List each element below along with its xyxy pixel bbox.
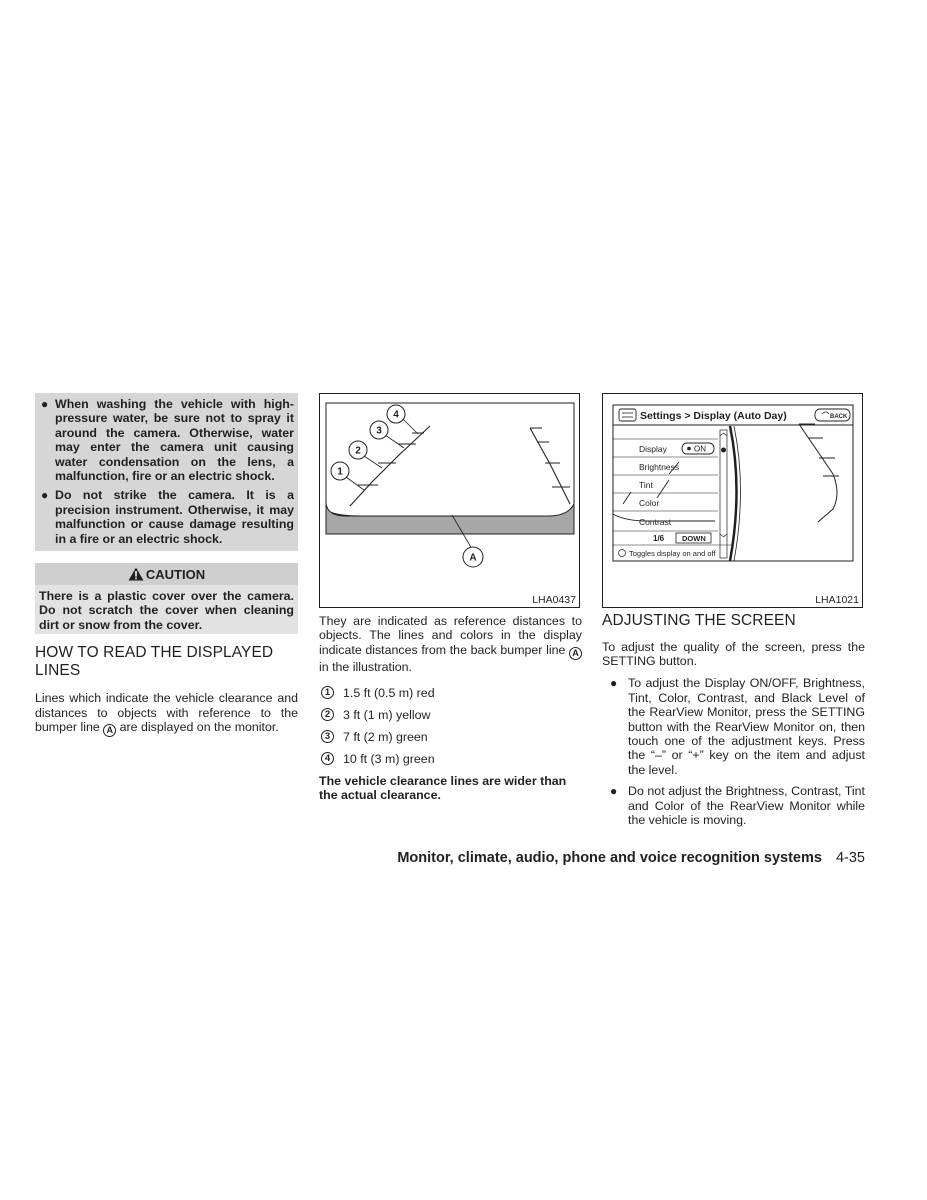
figure-label: LHA0437: [532, 594, 576, 606]
down-button: [676, 533, 711, 543]
footer-title: Monitor, climate, audio, phone and voice recognition systems: [397, 850, 822, 866]
middle-column: [319, 393, 582, 803]
list-item: [602, 676, 865, 777]
paragraph-text: Lines which indicate the vehicle clearance and distances to objects with reference to the bumper line: [35, 691, 298, 735]
marker-a: A: [569, 647, 582, 660]
section-heading: HOW TO READ THE DISPLAYED LINES: [35, 644, 274, 679]
warning-box: [35, 393, 298, 551]
list-item-text: Do not adjust the Brightness, Contrast, Tint and Color of the RearView Monitor while the vehicle is moving.: [628, 784, 865, 827]
number-badge: 3: [321, 730, 334, 743]
intro-paragraph: To adjust the quality of the screen, press the SETTING button.: [602, 639, 865, 668]
list-item: [319, 730, 582, 744]
marker-a: A: [103, 724, 116, 737]
list-item: [319, 708, 582, 722]
number-badge: 2: [321, 708, 334, 721]
list-item: [602, 784, 865, 827]
menu-item-display: Display: [639, 444, 667, 454]
warning-item: [39, 397, 294, 483]
callout-1-label: 1: [337, 466, 343, 478]
body-paragraph: [35, 691, 298, 737]
bullet-icon: ●: [610, 676, 618, 691]
warning-text: Do not strike the camera. It is a precision instrument. Otherwise, it may malfunction or cause damage resulting in a fire or an electric shock.: [55, 488, 294, 546]
paragraph-text: are displayed on the monitor.: [119, 720, 279, 735]
distance-list: [319, 686, 582, 766]
paragraph-text: They are indicated as reference distances to objects. The lines and colors in the display indicate distances from the back bumper line: [319, 614, 582, 657]
distance-text: 10 ft (3 m) green: [343, 751, 435, 766]
callout-a: [463, 547, 483, 567]
number-badge: 4: [321, 752, 334, 765]
list-item: [319, 752, 582, 766]
on-toggle: [682, 443, 714, 454]
settings-screen-illustration: [603, 394, 864, 609]
page-indicator: 1/6: [653, 534, 665, 543]
page-number: 4-35: [835, 850, 865, 866]
settings-screen-figure: [602, 393, 863, 608]
camera-lines-figure: [319, 393, 580, 608]
callout-2-label: 2: [355, 445, 361, 457]
caution-header: [35, 563, 298, 585]
bullet-icon: ●: [41, 488, 49, 503]
menu-item-tint: Tint: [639, 480, 653, 490]
paragraph-text: in the illustration.: [319, 659, 412, 674]
down-label: DOWN: [682, 534, 706, 543]
adjust-list: [602, 676, 865, 827]
back-label: BACK: [830, 414, 848, 420]
distance-text: 7 ft (2 m) green: [343, 729, 428, 744]
list-item: [319, 686, 582, 700]
callout-4: [387, 405, 405, 423]
callout-3-label: 3: [376, 425, 382, 437]
screen-title: Settings > Display (Auto Day): [640, 410, 787, 422]
callout-3: [370, 421, 388, 439]
camera-lines-illustration: [320, 394, 581, 609]
callout-1: [331, 462, 349, 480]
distance-text: 1.5 ft (0.5 m) red: [343, 685, 435, 700]
left-column: [35, 393, 298, 737]
hint-text: Toggles display on and off: [629, 549, 716, 558]
caution-text: There is a plastic cover over the camera. Do not scratch the cover when cleaning dirt or snow from the cover.: [35, 585, 298, 634]
bullet-icon: ●: [41, 397, 49, 411]
callout-a-label: A: [469, 552, 477, 564]
list-item-text: To adjust the Display ON/OFF, Brightness, Tint, Color, Contrast, and Black Level of the RearView Monitor, press the SETTING button with the RearView Monitor on, then touch one of the adjustment keys. Press the “–” or “+” key on the item and adjust the level.: [628, 676, 865, 777]
menu-item-color: Color: [639, 498, 660, 508]
page-footer: [397, 850, 865, 866]
right-column: [602, 393, 865, 834]
distance-text: 3 ft (1 m) yellow: [343, 707, 431, 722]
number-badge: 1: [321, 686, 334, 699]
callout-2: [349, 441, 367, 459]
warning-text: When washing the vehicle with high-pressure water, be sure not to spray it around the camera. Otherwise, water may enter the camera unit causing water condensation on the lens, a malfunction, fire or an electric shock.: [55, 397, 294, 484]
caution-title: CAUTION: [145, 566, 206, 582]
body-paragraph: [319, 614, 582, 674]
warning-item: [39, 488, 294, 546]
on-label: ON: [694, 444, 706, 454]
figure-label: LHA1021: [815, 594, 859, 606]
menu-item-contrast: Contrast: [639, 517, 672, 527]
back-button: [815, 409, 850, 421]
section-heading: ADJUSTING THE SCREEN: [602, 612, 796, 629]
bullet-icon: ●: [610, 784, 618, 799]
caution-triangle-icon: [128, 567, 144, 581]
menu-item-brightness: Brightness: [639, 462, 680, 472]
clearance-note: The vehicle clearance lines are wider than the actual clearance.: [319, 773, 567, 803]
callout-4-label: 4: [393, 409, 399, 421]
